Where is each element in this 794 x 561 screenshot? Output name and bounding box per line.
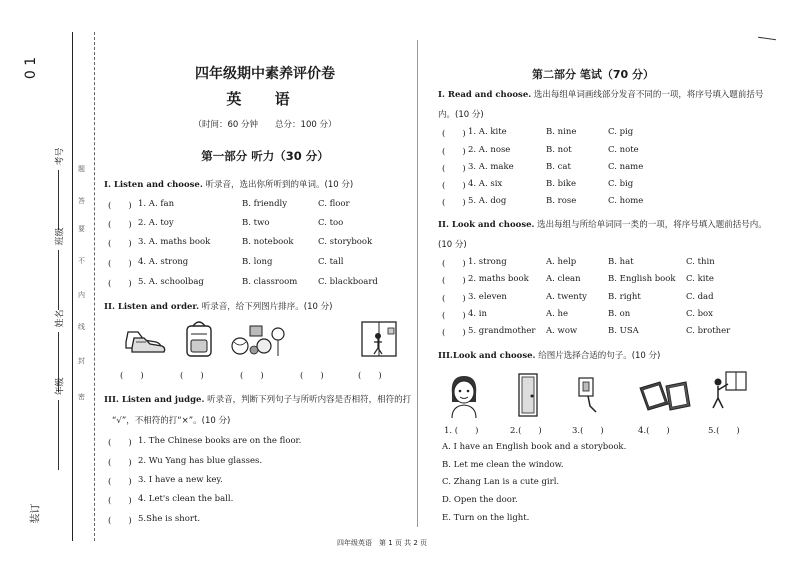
order-blank[interactable]: ( ) [120,371,144,381]
option-c: C. box [686,309,713,319]
answer-paren[interactable]: ( ) [442,276,466,286]
option-b: B. hat [608,257,634,267]
part1-sec2-heading [104,300,332,312]
sec-instruction: 听录音，选出你所听到的单词。(10 分) [202,180,354,190]
answer-paren[interactable]: ( ) [108,279,132,289]
binding-margin [0,0,100,561]
sentence-option: A. I have an English book and a storybook. [442,442,627,452]
option-a: 3. A. make [468,162,514,172]
statement: 1. The Chinese books are on the floor. [138,436,302,446]
answer-paren[interactable]: ( ) [108,438,132,448]
seal-char: 要 [78,225,85,233]
part1-sec3-heading-cont [112,414,230,426]
option-c: C. storybook [318,237,373,247]
option-c: C. blackboard [318,277,378,287]
option-a: A. wow [546,326,578,336]
option-a: 4. A. strong [138,257,189,267]
option-a: 2. A. nose [468,145,511,155]
order-blank[interactable]: ( ) [180,371,204,381]
seal-char: 题 [78,165,85,173]
option-a: A. he [546,309,569,319]
seal-char: 密 [78,393,85,401]
option-a: 1. A. kite [468,127,507,137]
sec-instruction: 听录音，判断下列句子与所听内容是否相符，相符的打 [204,395,412,405]
option-a: 2. A. toy [138,218,174,228]
exam-title: 四年级期中素养评价卷 [195,66,335,82]
order-blank[interactable]: ( ) [300,371,324,381]
seal-char: 封 [78,357,85,365]
option-c: C. home [608,196,644,206]
seal-char: 内 [78,291,85,299]
option-c: C. big [608,179,634,189]
given-word: 2. maths book [468,274,529,284]
name-label-2: 姓名 [55,309,66,328]
answer-paren[interactable]: ( ) [442,181,466,191]
statement: 3. I have a new key. [138,475,223,485]
girl-icon [444,372,484,418]
class-blank [58,250,59,310]
part2-title: 第二部分 笔试（70 分） [532,68,654,81]
given-word: 1. strong [468,257,507,267]
answer-paren[interactable]: ( ) [442,129,466,139]
sec-instruction: 给图片选择合适的句子。(10 分) [535,351,661,361]
sec-instruction: 内。(10 分) [438,110,484,120]
picture-blank[interactable]: 3.( ) [572,426,604,436]
answer-paren[interactable]: ( ) [442,328,466,338]
part1-sec1-heading [104,178,353,190]
option-a: 3. A. maths book [138,237,211,247]
answer-paren[interactable]: ( ) [442,164,466,174]
answer-paren[interactable]: ( ) [442,259,466,269]
bottom-mark: 装订 [30,503,42,524]
seal-char: 答 [78,197,85,205]
option-b: B. right [608,292,641,302]
option-b: B. English book [608,274,676,284]
option-b: B. USA [608,326,639,336]
answer-paren[interactable]: ( ) [442,311,466,321]
light-switch-icon [576,376,602,416]
answer-paren[interactable]: ( ) [108,239,132,249]
given-word: 3. eleven [468,292,507,302]
sec-instruction: (10 分) [438,240,467,250]
order-blank[interactable]: ( ) [358,371,382,381]
door-icon [516,372,542,418]
option-a: A. help [546,257,577,267]
option-b: B. rose [546,196,577,206]
answer-paren[interactable]: ( ) [442,294,466,304]
answer-paren[interactable]: ( ) [108,477,132,487]
sec-label: II. Listen and order. [104,302,200,312]
option-b: B. friendly [242,199,288,209]
picture-blank[interactable]: 1. ( ) [444,426,479,436]
statement: 2. Wu Yang has blue glasses. [138,456,263,466]
option-c: C. name [608,162,644,172]
option-c: C. too [318,218,344,228]
edge-mark [758,37,776,40]
option-b: B. nine [546,127,577,137]
toys-icon [230,320,286,358]
sentence-option: C. Zhang Lan is a cute girl. [442,477,560,487]
schoolbag-icon [182,318,216,358]
answer-paren[interactable]: ( ) [108,201,132,211]
sec-instruction: 选出每组与所给单词同一类的一项，将序号填入题前括号内。 [534,220,767,230]
part1-sec3-heading [104,393,411,405]
window-icon [708,370,748,412]
shoes-icon [122,322,168,356]
given-word: 5. grandmother [468,326,536,336]
answer-paren[interactable]: ( ) [108,259,132,269]
subject-title: 英 语 [226,90,304,108]
order-blank[interactable]: ( ) [240,371,264,381]
option-b: B. notebook [242,237,294,247]
part2-sec1-heading [438,88,763,100]
fold-line [94,32,95,541]
seal-line [72,32,73,541]
option-a: 4. A. six [468,179,503,189]
option-a: 1. A. fan [138,199,175,209]
name-label: 班级 [55,227,66,246]
option-a: A. clean [546,274,581,284]
picture-blank[interactable]: 4.( ) [638,426,670,436]
option-c: C. thin [686,257,715,267]
answer-paren[interactable]: ( ) [442,147,466,157]
sec-label: I. Listen and choose. [104,180,203,190]
sec-instruction: 听录音，给下列图片排序。(10 分) [199,302,333,312]
option-a: 5. A. dog [468,196,507,206]
exam-no-label: 考号 [55,147,66,166]
exam-no-blank [58,170,59,230]
answer-paren[interactable]: ( ) [108,458,132,468]
part2-sec1-heading-cont [438,108,484,120]
part2-sec3-heading [438,349,660,361]
part1-title: 第一部分 听力（30 分） [201,149,329,163]
sentence-option: E. Turn on the light. [442,513,530,523]
sec-label: III.Look and choose. [438,351,536,361]
statement: 4. Let's clean the ball. [138,494,234,504]
sentence-option: D. Open the door. [442,495,518,505]
answer-paren[interactable]: ( ) [108,220,132,230]
option-b: B. long [242,257,273,267]
page-footer: 四年级英语 第 1 页 共 2 页 [337,539,428,547]
option-c: C. brother [686,326,731,336]
option-c: C. floor [318,199,350,209]
sec-label: I. Read and choose. [438,90,532,100]
option-c: C. dad [686,292,714,302]
sentence-option: B. Let me clean the window. [442,460,564,470]
option-b: B. bike [546,179,576,189]
option-b: B. cat [546,162,571,172]
picture-blank[interactable]: 2.( ) [510,426,542,436]
option-c: C. kite [686,274,714,284]
option-b: B. not [546,145,572,155]
grade-blank [58,400,59,470]
books-icon [638,378,692,414]
option-b: B. two [242,218,270,228]
option-c: C. note [608,145,639,155]
answer-paren[interactable]: ( ) [108,496,132,506]
sec-instruction: 选出每组单词画线部分发音不同的一项，将序号填入题前括号 [531,90,764,100]
option-b: B. on [608,309,631,319]
option-b: B. classroom [242,277,298,287]
given-word: 4. in [468,309,488,319]
bedroom-icon [358,320,402,360]
grade-label: 年级 [55,377,66,396]
answer-paren[interactable]: ( ) [442,198,466,208]
part2-sec2-heading [438,218,767,230]
option-a: 5. A. schoolbag [138,277,204,287]
corner-mark: 0 1 [23,56,40,80]
seal-char: 不 [78,257,85,265]
option-c: C. pig [608,127,634,137]
exam-meta: （时间：60 分钟 总分：100 分） [193,120,337,130]
seal-char: 线 [78,323,85,331]
statement: 5.She is short. [138,514,201,524]
sec-label: II. Look and choose. [438,220,535,230]
option-a: A. twenty [546,292,587,302]
option-c: C. tall [318,257,344,267]
column-divider [417,40,418,527]
answer-paren[interactable]: ( ) [108,516,132,526]
part2-sec2-heading-cont [438,238,467,250]
picture-blank[interactable]: 5.( ) [708,426,740,436]
sec-label: III. Listen and judge. [104,395,205,405]
sec-instruction: “√”，不相符的打“×”。(10 分) [112,416,231,426]
